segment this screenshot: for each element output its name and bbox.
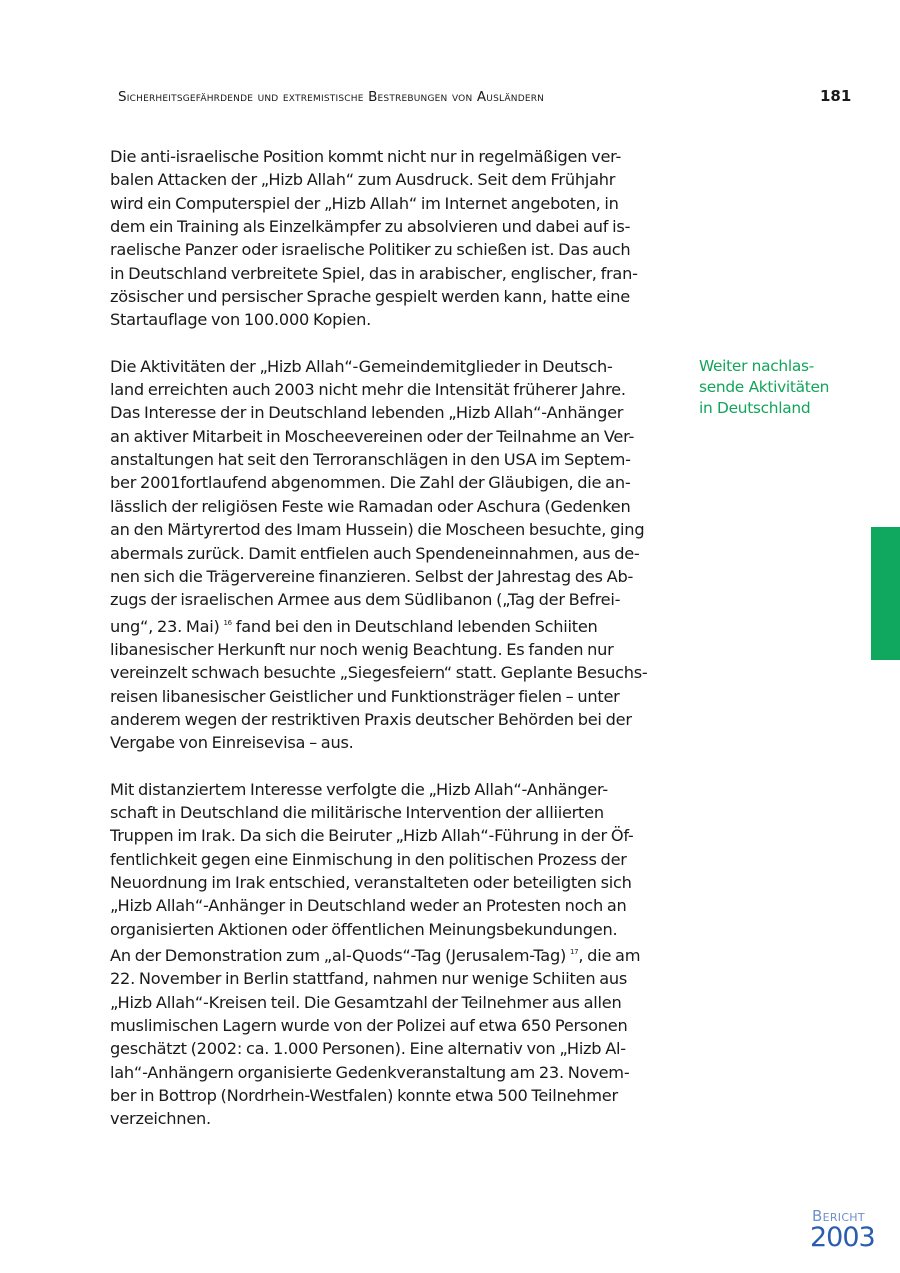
text-line: muslimischen Lagern wurde von der Polizei auf etwa 650 Personen [110,1016,628,1036]
footnote-reference[interactable]: 16 [223,618,232,627]
text-line: geschätzt (2002: ca. 1.000 Personen). Eine alternativ von „Hizb Al- [110,1039,626,1059]
margin-note [699,356,849,418]
text-line: libanesischer Herkunft nur noch wenig Beachtung. Es fanden nur [110,639,614,659]
text-line: 22. November in Berlin stattfand, nahmen nur wenige Schiiten aus [110,969,628,989]
text-line: verzeichnen. [110,1109,211,1129]
text-line: Mit distanziertem Interesse verfolgte die „Hizb Allah“-Anhänger- [110,779,608,799]
text-line: Startauflage von 100.000 Kopien. [110,310,372,330]
text-line: nen sich die Trägervereine finanzieren. Selbst der Jahrestag des Ab- [110,566,634,586]
text-line: lässlich der religiösen Feste wie Ramadan oder Aschura (Gedenken [110,496,631,516]
text-line: Neuordnung im Irak entschied, veranstalteten oder beteiligten sich [110,872,632,892]
paragraph-community-activities [110,355,680,755]
text-fragment: , die am [578,946,641,965]
text-line: anderem wegen der restriktiven Praxis deutscher Behörden bei der [110,709,632,729]
text-line [110,941,680,967]
text-line: fentlichkeit gegen eine Einmischung in den politischen Prozess der [110,849,627,869]
text-line: in Deutschland verbreitete Spiel, das in arabischer, englischer, fran- [110,263,638,283]
text-line: Das Interesse der in Deutschland lebenden „Hizb Allah“-Anhänger [110,403,624,423]
paragraph-iraq-intervention [110,778,680,1131]
text-line: „Hizb Allah“-Kreisen teil. Die Gesamtzahl der Teilnehmer aus allen [110,992,622,1012]
margin-note-line: in Deutschland [699,398,811,417]
text-line: lah“-Anhängern organisierte Gedenkveranstaltung am 23. Novem- [110,1062,630,1082]
text-line: Die Aktivitäten der „Hizb Allah“-Gemeindemitglieder in Deutsch- [110,356,613,376]
text-line: „Hizb Allah“-Anhänger in Deutschland weder an Protesten noch an [110,896,627,916]
report-logo-word: Bericht [812,1207,865,1225]
text-line: ber 2001fortlaufend abgenommen. Die Zahl der Gläubigen, die an- [110,473,631,493]
text-line: dem ein Training als Einzelkämpfer zu absolvieren und dabei auf is- [110,217,631,237]
text-line: Vergabe von Einreisevisa – aus. [110,733,354,753]
running-head-title: Sicherheitsgefährdende und extremistische Bestrebungen von Ausländern [118,89,545,105]
text-line: Die anti-israelische Position kommt nicht nur in regelmäßigen ver- [110,147,622,166]
text-line: balen Attacken der „Hizb Allah“ zum Ausdruck. Seit dem Frühjahr [110,170,616,190]
text-line: land erreichten auch 2003 nicht mehr die Intensität früherer Jahre. [110,380,626,400]
text-fragment: An der Demonstration zum „al-Quods“-Tag (Jerusalem-Tag) [110,946,570,965]
text-line: anstaltungen hat seit den Terroranschlägen in den USA im Septem- [110,450,631,470]
margin-note-line: Weiter nachlas- [699,357,814,375]
paragraph-computer-game [110,145,680,332]
text-line: zösischer und persischer Sprache gespielt werden kann, hatte eine [110,287,631,307]
text-line: an aktiver Mitarbeit in Moscheevereinen oder der Teilnahme an Ver- [110,426,635,446]
text-line: vereinzelt schwach besuchte „Siegesfeiern“ statt. Geplante Besuchs- [110,663,648,683]
body-text [110,145,680,1131]
text-line: an den Märtyrertod des Imam Hussein) die Moscheen besuchte, ging [110,520,645,540]
text-line: ber in Bottrop (Nordrhein-Westfalen) konnte etwa 500 Teilnehmer [110,1086,618,1106]
text-line: raelische Panzer oder israelische Politiker zu schießen ist. Das auch [110,240,631,260]
text-line [110,612,680,638]
text-fragment: ung“, 23. Mai) [110,616,224,636]
text-line: reisen libanesischer Geistlicher und Funktionsträger fielen – unter [110,686,620,706]
chapter-tab-marker [871,527,900,660]
text-line: zugs der israelischen Armee aus dem Südlibanon („Tag der Befrei- [110,590,621,610]
text-line: organisierten Aktionen oder öffentlichen Meinungsbekundungen. [110,919,618,939]
report-logo [812,1208,892,1252]
text-line: schaft in Deutschland die militärische Intervention der alliierten [110,802,604,822]
footnote-reference[interactable]: 17 [569,948,579,956]
margin-note-line: sende Aktivitäten [699,377,830,396]
page-number: 181 [820,87,852,105]
text-line: abermals zurück. Damit entfielen auch Spendeneinnahmen, aus de- [110,543,640,563]
report-logo-year: 2003 [810,1222,875,1253]
text-fragment: fand bei den in Deutschland lebenden Schiiten [231,616,598,636]
text-line: wird ein Computerspiel der „Hizb Allah“ im Internet angeboten, in [110,193,619,213]
text-line: Truppen im Irak. Da sich die Beiruter „Hizb Allah“-Führung in der Öf- [110,826,634,846]
